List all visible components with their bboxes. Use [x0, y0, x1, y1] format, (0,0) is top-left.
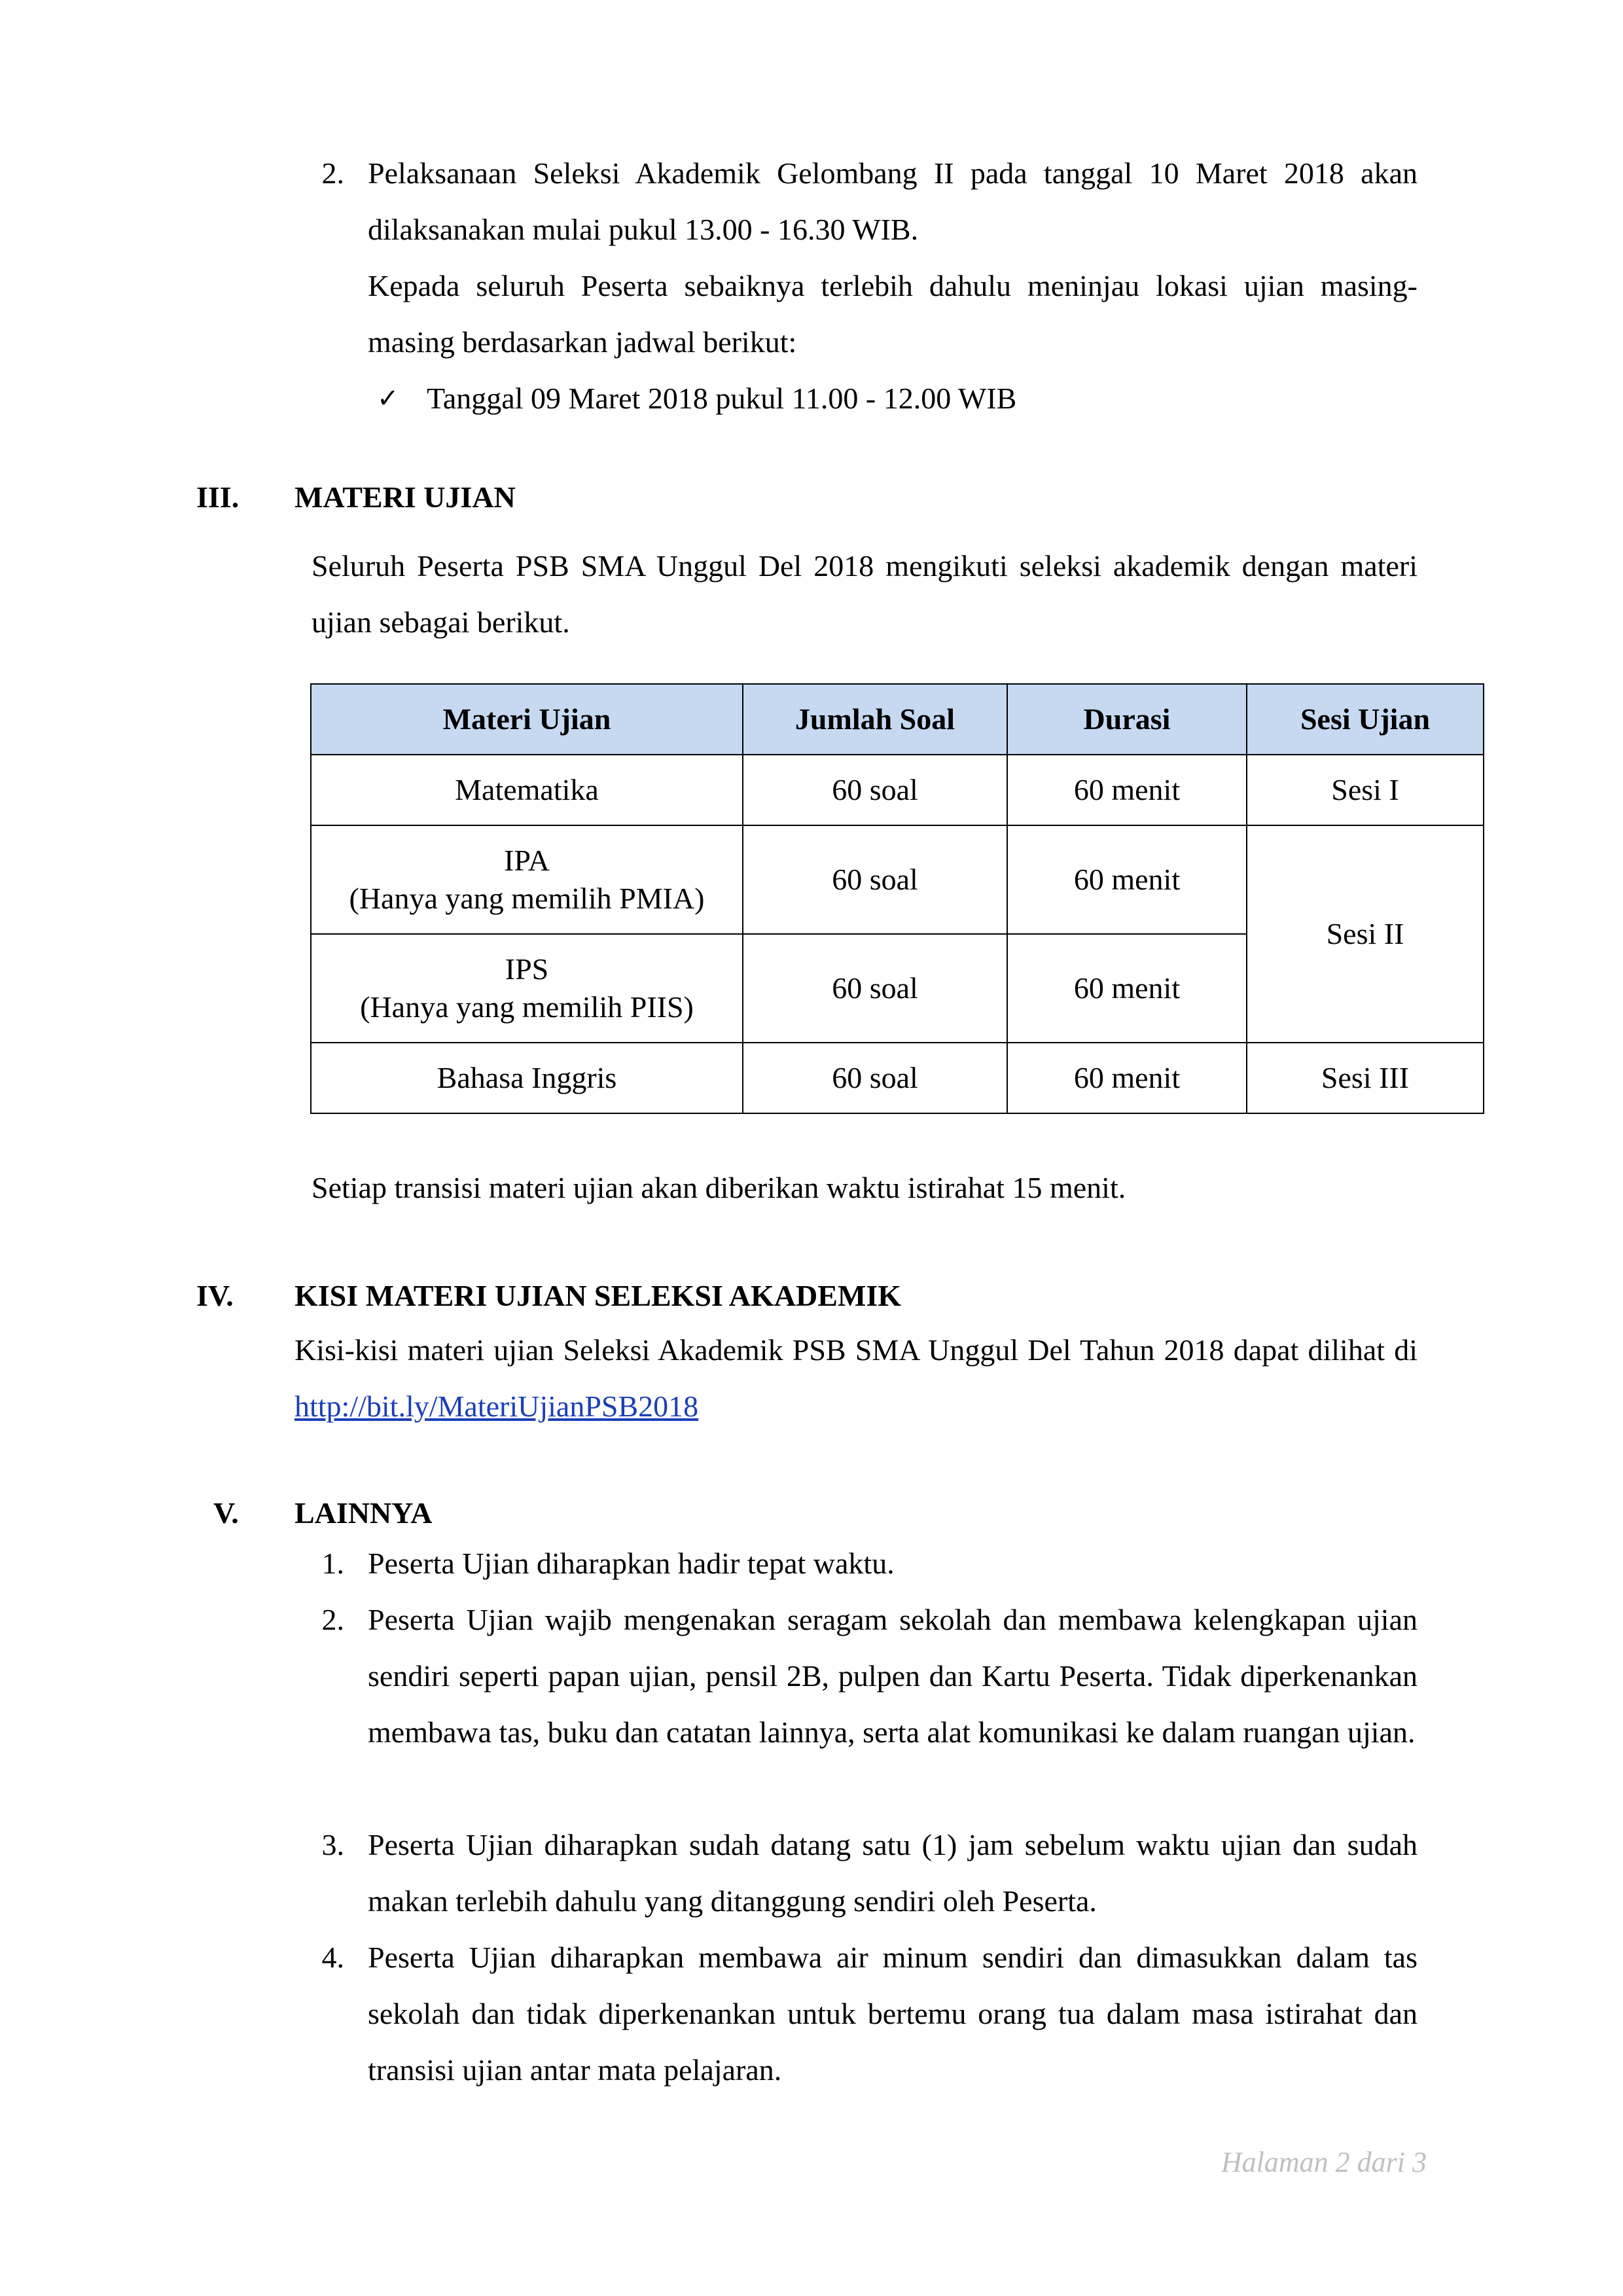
column-header: Jumlah Soal — [743, 684, 1007, 755]
materi-cell: Bahasa Inggris — [311, 1043, 743, 1113]
sesi-cell: Sesi I — [1247, 755, 1484, 825]
section-number: III. — [196, 480, 240, 514]
materi-cell — [311, 934, 743, 1043]
column-header: Durasi — [1007, 684, 1247, 755]
materi-name: IPS — [505, 952, 549, 986]
list-number: 2. — [321, 1603, 344, 1636]
table-note: Setiap transisi materi ujian akan diberikan waktu istirahat 15 menit. — [312, 1171, 1126, 1204]
list-item: Peserta Ujian diharapkan hadir tepat waktu. — [368, 1547, 895, 1580]
paragraph: Pelaksanaan Seleksi Akademik Gelombang II pada tanggal 10 Maret 2018 akan dilaksanakan mulai pukul 13.00 - 16.30 WIB. — [368, 156, 1418, 246]
materi-name: IPA — [504, 844, 550, 877]
jumlah-cell: 60 soal — [743, 1043, 1007, 1113]
durasi-cell: 60 menit — [1007, 755, 1247, 825]
column-header: Sesi Ujian — [1247, 684, 1484, 755]
kisi-text: Kisi-kisi materi ujian Seleksi Akademik PSB SMA Unggul Del Tahun 2018 dapat dilihat di — [294, 1333, 1418, 1367]
check-item: Tanggal 09 Maret 2018 pukul 11.00 - 12.00 WIB — [427, 382, 1017, 415]
materi-link[interactable]: http://bit.ly/MateriUjianPSB2018 — [294, 1390, 699, 1423]
materi-note: (Hanya yang memilih PMIA) — [349, 882, 705, 915]
sesi-cell: Sesi III — [1247, 1043, 1484, 1113]
table-row — [311, 825, 1484, 934]
section-title: LAINNYA — [294, 1496, 433, 1530]
jumlah-cell: 60 soal — [743, 934, 1007, 1043]
list-item: Peserta Ujian diharapkan membawa air minum sendiri dan dimasukkan dalam tas sekolah dan tidak diperkenankan untuk bertemu orang tua dalam masa istirahat dan transisi ujian antar mata pelajaran. — [368, 1941, 1418, 2087]
table-header-row — [311, 684, 1484, 755]
column-header: Materi Ujian — [311, 684, 743, 755]
section-number: V. — [213, 1496, 239, 1530]
section-intro: Seluruh Peserta PSB SMA Unggul Del 2018 mengikuti seleksi akademik dengan materi ujian sebagai berikut. — [312, 549, 1418, 639]
materi-cell: Matematika — [311, 755, 743, 825]
section-title: MATERI UJIAN — [294, 480, 516, 514]
list-number: 2. — [321, 156, 344, 190]
checkmark-icon: ✓ — [377, 384, 399, 414]
jumlah-cell: 60 soal — [743, 825, 1007, 934]
section-title: KISI MATERI UJIAN SELEKSI AKADEMIK — [294, 1279, 902, 1312]
table-row — [311, 1043, 1484, 1113]
materi-cell — [311, 825, 743, 934]
list-number: 1. — [321, 1547, 344, 1580]
section-number: IV. — [196, 1279, 234, 1312]
page-number: Halaman 2 dari 3 — [1221, 2146, 1427, 2178]
list-number: 3. — [321, 1828, 344, 1861]
paragraph: Kepada seluruh Peserta sebaiknya terlebih dahulu meninjau lokasi ujian masing-masing berdasarkan jadwal berikut: — [368, 269, 1418, 359]
durasi-cell: 60 menit — [1007, 825, 1247, 934]
durasi-cell: 60 menit — [1007, 934, 1247, 1043]
exam-table — [310, 683, 1484, 1114]
sesi-cell: Sesi II — [1247, 825, 1484, 1043]
jumlah-cell: 60 soal — [743, 755, 1007, 825]
section-text — [294, 1322, 1418, 1435]
durasi-cell: 60 menit — [1007, 1043, 1247, 1113]
list-number: 4. — [321, 1941, 344, 1974]
list-item: Peserta Ujian diharapkan sudah datang satu (1) jam sebelum waktu ujian dan sudah makan terlebih dahulu yang ditanggung sendiri oleh Peserta. — [368, 1828, 1418, 1918]
list-item: Peserta Ujian wajib mengenakan seragam sekolah dan membawa kelengkapan ujian sendiri seperti papan ujian, pensil 2B, pulpen dan Kartu Peserta. Tidak diperkenankan membawa tas, buku dan catatan lainnya, serta alat komunikasi ke dalam ruangan ujian. — [368, 1603, 1418, 1749]
materi-note: (Hanya yang memilih PIIS) — [360, 990, 694, 1024]
table-row — [311, 755, 1484, 825]
